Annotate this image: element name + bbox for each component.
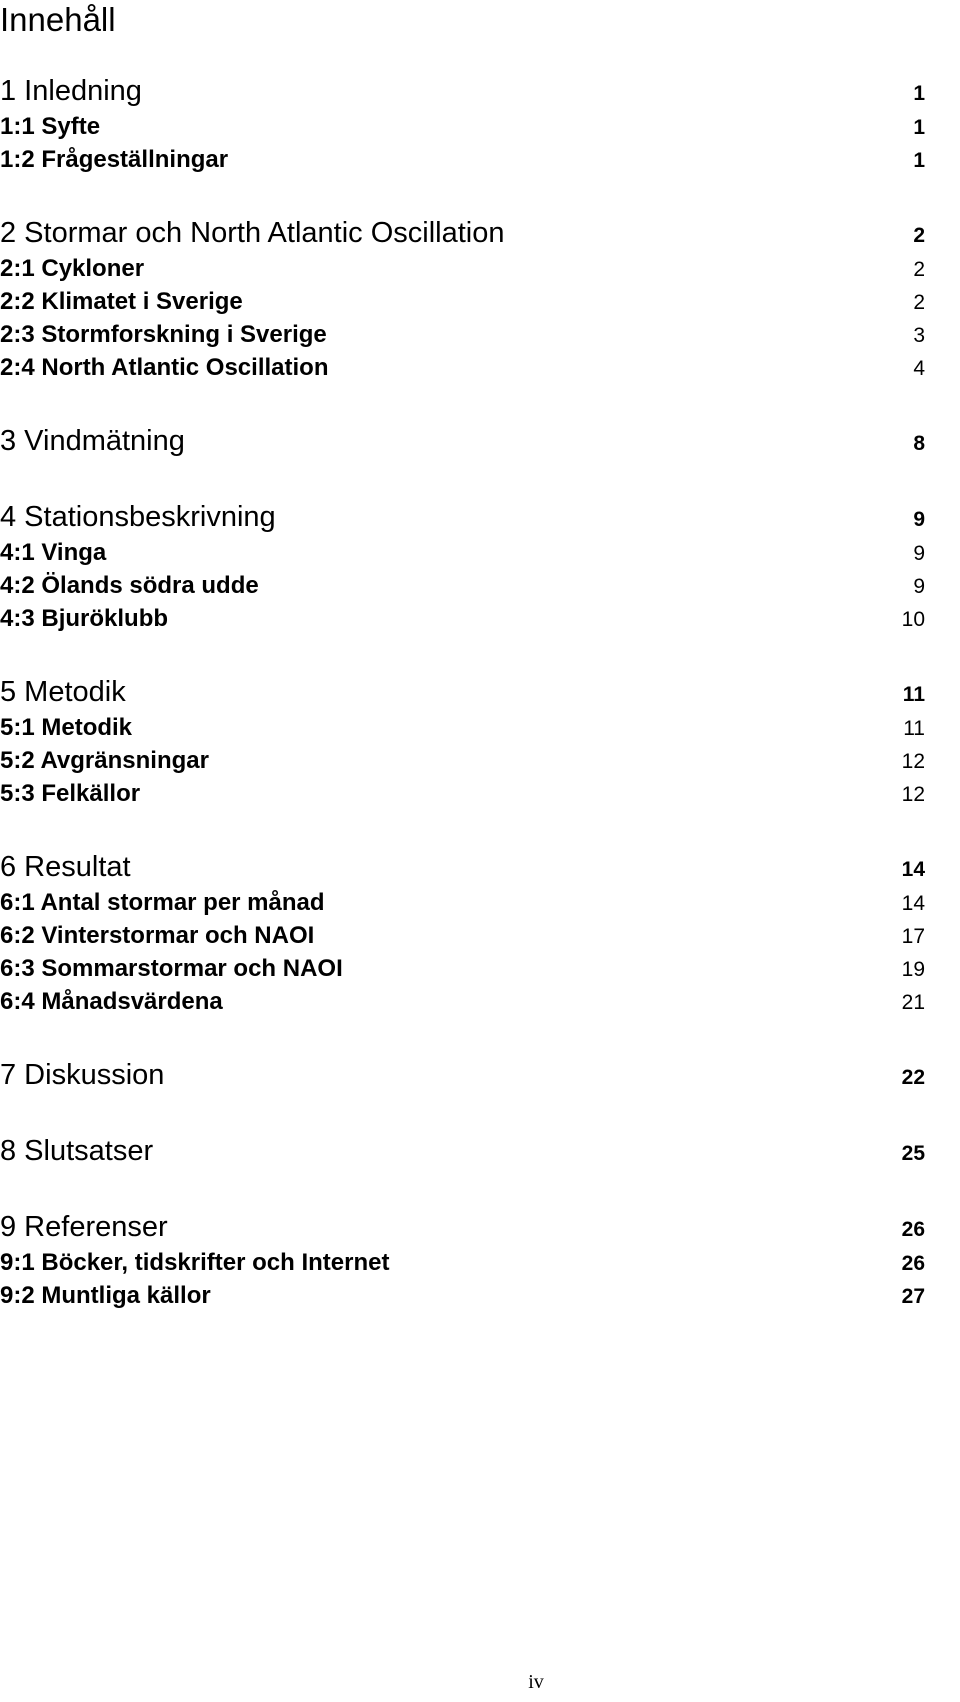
toc-chapter-label: 3 Vindmätning [0, 425, 185, 457]
toc-subsection-page: 17 [901, 925, 925, 948]
toc-chapter-entry[interactable] [0, 1208, 925, 1246]
page-number: iv [528, 1671, 544, 1693]
toc-subsection-entry[interactable] [0, 351, 925, 384]
toc-subsection-page: 4 [913, 357, 925, 380]
toc-subsection-page: 12 [901, 783, 925, 806]
toc-section [0, 422, 925, 460]
toc-subsection-page: 26 [901, 1252, 925, 1275]
toc-subsection-entry[interactable] [0, 952, 925, 985]
toc-subsection-page: 1 [913, 149, 925, 172]
toc-subsection-entry[interactable] [0, 744, 925, 777]
toc-chapter-page: 26 [901, 1218, 925, 1241]
toc-chapter-page: 9 [913, 508, 925, 531]
toc-subsection-entry[interactable] [0, 536, 925, 569]
toc-subsection-entry[interactable] [0, 318, 925, 351]
toc-section [0, 72, 925, 176]
section-gap [0, 1018, 925, 1056]
toc-subsection-page: 9 [913, 542, 925, 565]
toc-chapter-entry[interactable] [0, 848, 925, 886]
section-gap [0, 176, 925, 214]
toc-subsection-label: 4:1 Vinga [0, 539, 107, 566]
toc-subsection-entry[interactable] [0, 110, 925, 143]
section-gap [0, 635, 925, 673]
toc-subsection-entry[interactable] [0, 1279, 925, 1312]
toc-subsection-label: 5:2 Avgränsningar [0, 747, 209, 774]
toc-subsection-page: 14 [901, 892, 925, 915]
toc-subsection-entry[interactable] [0, 285, 925, 318]
toc-subsection-page: 19 [901, 958, 925, 981]
toc-subsection-label: 2:1 Cykloner [0, 255, 145, 282]
toc-subsection-label: 5:1 Metodik [0, 714, 133, 741]
toc-chapter-entry[interactable] [0, 214, 925, 252]
toc-subsection-label: 2:3 Stormforskning i Sverige [0, 321, 327, 348]
toc-chapter-entry[interactable] [0, 72, 925, 110]
toc-subsection-label: 9:1 Böcker, tidskrifter och Internet [0, 1249, 390, 1276]
toc-subsection-page: 9 [913, 575, 925, 598]
toc-subsection-entry[interactable] [0, 1246, 925, 1279]
toc-subsection-label: 9:2 Muntliga källor [0, 1282, 211, 1309]
toc-chapter-label: 5 Metodik [0, 676, 126, 708]
toc-subsection-label: 1:2 Frågeställningar [0, 146, 229, 173]
toc-chapter-entry[interactable] [0, 1132, 925, 1170]
table-of-contents [0, 72, 925, 1312]
toc-subsection-label: 6:2 Vinterstormar och NAOI [0, 922, 315, 949]
toc-chapter-label: 1 Inledning [0, 75, 142, 107]
toc-chapter-page: 22 [901, 1066, 925, 1089]
toc-subsection-label: 4:2 Ölands södra udde [0, 572, 259, 599]
toc-subsection-page: 3 [913, 324, 925, 347]
toc-subsection-label: 6:4 Månadsvärdena [0, 988, 223, 1015]
toc-chapter-page: 8 [913, 432, 925, 455]
toc-section [0, 214, 925, 384]
toc-subsection-entry[interactable] [0, 143, 925, 176]
toc-chapter-label: 6 Resultat [0, 851, 131, 883]
toc-section [0, 498, 925, 635]
toc-chapter-page: 25 [901, 1142, 925, 1165]
toc-subsection-label: 2:2 Klimatet i Sverige [0, 288, 243, 315]
toc-section [0, 1208, 925, 1312]
toc-section [0, 1056, 925, 1094]
section-gap [0, 1170, 925, 1208]
toc-subsection-entry[interactable] [0, 252, 925, 285]
toc-subsection-page: 27 [901, 1285, 925, 1308]
toc-chapter-page: 14 [901, 858, 925, 881]
toc-subsection-label: 6:3 Sommarstormar och NAOI [0, 955, 343, 982]
toc-subsection-page: 2 [913, 258, 925, 281]
toc-subsection-page: 1 [913, 116, 925, 139]
toc-subsection-entry[interactable] [0, 569, 925, 602]
toc-subsection-label: 1:1 Syfte [0, 113, 101, 140]
section-gap [0, 460, 925, 498]
toc-subsection-entry[interactable] [0, 711, 925, 744]
section-gap [0, 810, 925, 848]
toc-subsection-label: 6:1 Antal stormar per månad [0, 889, 325, 916]
toc-subsection-label: 4:3 Bjuröklubb [0, 605, 169, 632]
toc-chapter-page: 1 [913, 82, 925, 105]
toc-section [0, 848, 925, 1018]
toc-subsection-entry[interactable] [0, 985, 925, 1018]
toc-chapter-label: 7 Diskussion [0, 1059, 165, 1091]
toc-chapter-label: 9 Referenser [0, 1211, 168, 1243]
toc-subsection-label: 5:3 Felkällor [0, 780, 141, 807]
section-gap [0, 384, 925, 422]
toc-chapter-label: 2 Stormar och North Atlantic Oscillation [0, 217, 505, 249]
toc-subsection-entry[interactable] [0, 886, 925, 919]
toc-section [0, 1132, 925, 1170]
toc-chapter-entry[interactable] [0, 498, 925, 536]
toc-section [0, 673, 925, 810]
toc-chapter-entry[interactable] [0, 673, 925, 711]
toc-chapter-label: 4 Stationsbeskrivning [0, 501, 276, 533]
toc-subsection-entry[interactable] [0, 919, 925, 952]
toc-subsection-entry[interactable] [0, 777, 925, 810]
toc-chapter-label: 8 Slutsatser [0, 1135, 154, 1167]
toc-chapter-entry[interactable] [0, 1056, 925, 1094]
toc-subsection-entry[interactable] [0, 602, 925, 635]
toc-subsection-page: 11 [903, 717, 925, 740]
page-title: Innehåll [0, 1, 116, 38]
toc-chapter-page: 2 [913, 224, 925, 247]
toc-subsection-page: 10 [901, 608, 925, 631]
toc-chapter-entry[interactable] [0, 422, 925, 460]
toc-subsection-page: 2 [913, 291, 925, 314]
toc-chapter-page: 11 [902, 683, 925, 706]
toc-subsection-label: 2:4 North Atlantic Oscillation [0, 354, 329, 381]
toc-subsection-page: 12 [901, 750, 925, 773]
section-gap [0, 1094, 925, 1132]
toc-subsection-page: 21 [901, 991, 925, 1014]
